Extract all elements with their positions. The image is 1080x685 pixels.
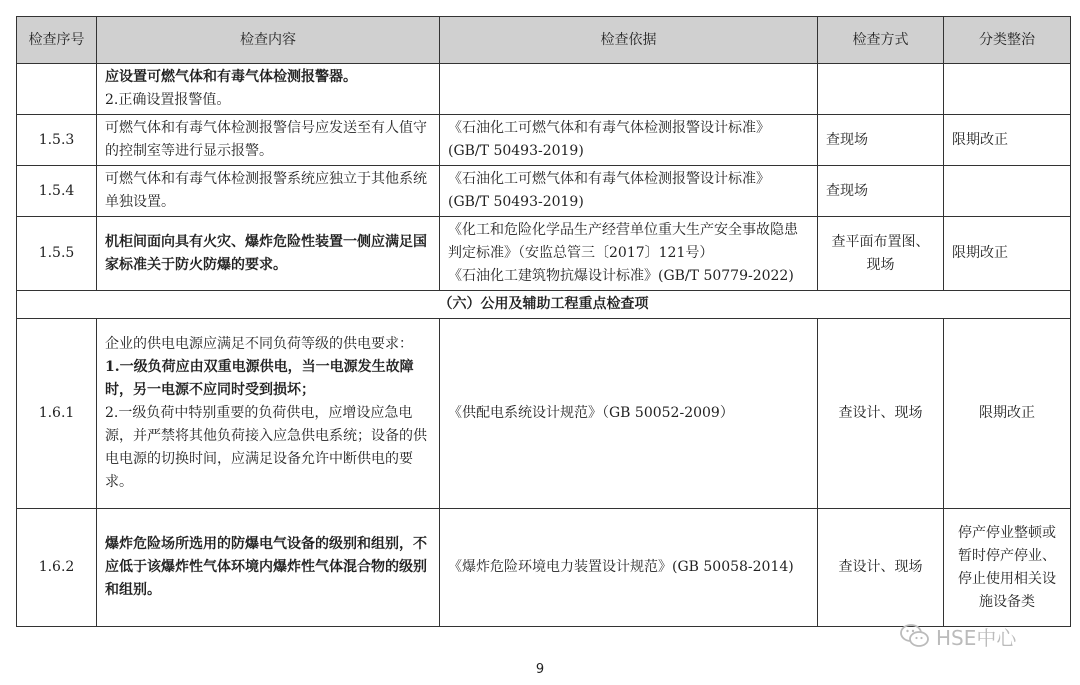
row-basis: 《石油化工可燃气体和有毒气体检测报警设计标准》(GB/T 50493-2019) [440, 115, 818, 166]
content-line: 企业的供电电源应满足不同负荷等级的供电要求： [105, 336, 413, 352]
row-content: 可燃气体和有毒气体检测报警信号应发送至有人值守的控制室等进行显示报警。 [97, 115, 440, 166]
content-line: 2.正确设置报警值。 [105, 92, 231, 108]
watermark [900, 618, 1060, 654]
row-category: 停产停业整顿或暂时停产停业、停止使用相关设施设备类 [944, 509, 1071, 627]
table-row [17, 115, 1071, 166]
row-basis: 《供配电系统设计规范》（GB 50052-2009） [440, 319, 818, 509]
basis-line: 《化工和危险化学品生产经营单位重大生产安全事故隐患判定标准》（安监总管三〔2017〕121号） [448, 222, 798, 261]
row-basis [440, 64, 818, 115]
row-id: 1.5.5 [17, 217, 97, 291]
row-basis: 《爆炸危险环境电力装置设计规范》(GB 50058-2014) [440, 509, 818, 627]
row-method [818, 64, 944, 115]
section-title: （六）公用及辅助工程重点检查项 [17, 291, 1071, 319]
watermark-text: HSE中心 [936, 625, 1017, 650]
row-id: 1.6.1 [17, 319, 97, 509]
row-category [944, 166, 1071, 217]
table-row [17, 64, 1071, 115]
row-id: 1.5.4 [17, 166, 97, 217]
table-row [17, 509, 1071, 627]
row-method: 查设计、现场 [818, 509, 944, 627]
row-category: 限期改正 [944, 319, 1071, 509]
header-method: 检查方式 [818, 17, 944, 64]
page-number: 9 [535, 662, 545, 677]
table-header-row [17, 17, 1071, 64]
table-row [17, 166, 1071, 217]
header-id: 检查序号 [17, 17, 97, 64]
row-content: 爆炸危险场所选用的防爆电气设备的级别和组别，不应低于该爆炸性气体环境内爆炸性气体混合物的级别和组别。 [97, 509, 440, 627]
row-content: 可燃气体和有毒气体检测报警系统应独立于其他系统单独设置。 [97, 166, 440, 217]
content-line: 2.一级负荷中特别重要的负荷供电，应增设应急电源，并严禁将其他负荷接入应急供电系统；设备的供电电源的切换时间，应满足设备允许中断供电的要求。 [105, 405, 427, 490]
row-category: 限期改正 [944, 115, 1071, 166]
row-content: 机柜间面向具有火灾、爆炸危险性装置一侧应满足国家标准关于防火防爆的要求。 [97, 217, 440, 291]
row-id [17, 64, 97, 115]
row-method: 查设计、现场 [818, 319, 944, 509]
row-content [97, 319, 440, 509]
row-id: 1.5.3 [17, 115, 97, 166]
content-line: 应设置可燃气体和有毒气体检测报警器。 [105, 69, 357, 85]
section-row [17, 291, 1071, 319]
row-method: 查现场 [818, 115, 944, 166]
table-row [17, 319, 1071, 509]
header-content: 检查内容 [97, 17, 440, 64]
row-content [97, 64, 440, 115]
row-id: 1.6.2 [17, 509, 97, 627]
header-basis: 检查依据 [440, 17, 818, 64]
row-basis: 《石油化工可燃气体和有毒气体检测报警设计标准》(GB/T 50493-2019) [440, 166, 818, 217]
header-category: 分类整治 [944, 17, 1071, 64]
row-category [944, 64, 1071, 115]
content-line: 1.一级负荷应由双重电源供电，当一电源发生故障时，另一电源不应同时受到损坏； [105, 359, 414, 398]
inspection-table [16, 16, 1071, 627]
row-category: 限期改正 [944, 217, 1071, 291]
row-basis [440, 217, 818, 291]
table-row [17, 217, 1071, 291]
row-method: 查现场 [818, 166, 944, 217]
wechat-icon [900, 623, 930, 649]
basis-line: 《石油化工建筑物抗爆设计标准》(GB/T 50779-2022) [448, 268, 794, 284]
row-method: 查平面布置图、现场 [818, 217, 944, 291]
